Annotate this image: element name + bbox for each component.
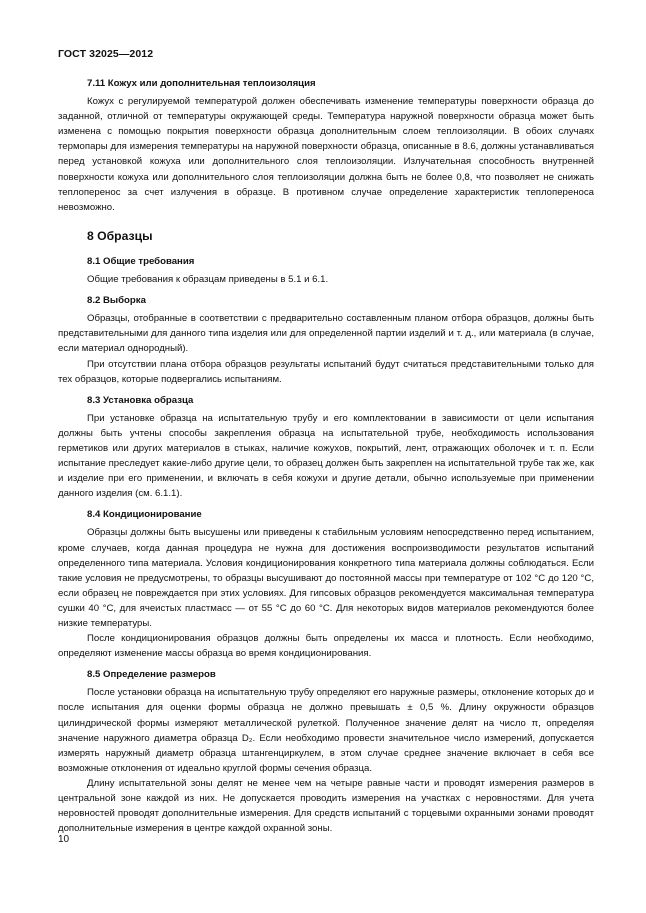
paragraph: При отсутствии плана отбора образцов результаты испытаний будут считаться представительными только для тех образцов, которые подвергались испытаниям.: [58, 358, 594, 385]
section-heading: 8 Образцы: [87, 228, 153, 243]
paragraph: Общие требования к образцам приведены в 5.1 и 6.1.: [87, 274, 329, 286]
paragraph: При установке образца на испытательную трубу и его комплектовании в зависимости от цели испытания должны быть учтены способы закрепления образца на испытательной трубе, необходимость использования герметиков или других материалов в стыках, наличие кожухов, покрытий, лент, отражающих оболочек и т. п. Если испытание преследует какие-либо другие цели, то образец должен быть закреплен на испытательной трубе так же, как и изделие при его применении, и включать в себя кожухи и другие детали, обычно используемые при применении данного изделия (см. 6.1.1).: [58, 412, 594, 500]
subsection-heading: 8.3 Установка образца: [87, 394, 194, 406]
paragraph: Образцы должны быть высушены или приведены к стабильным условиям непосредственно перед испытанием, кроме случаев, когда данная процедура не нужна для достижения воспроизводимости результатов испытаний определенного типа материала. Условия кондиционирования конкретного типа материала должны соблюдаться. Если такие условия не предусмотрены, то образцы высушивают до постоянной массы при температуре от 102 °С до 120 °С, если образец не повреждается при этих условиях. Для гипсовых образцов рекомендуется максимальная температура сушки 40 °С, для ячеистых пластмасс — от 55 °С до 60 °С. Для некоторых видов материалов рекомендуются более низкие температуры.: [58, 527, 594, 629]
paragraph: После установки образца на испытательную трубу определяют его наружные размеры, отклонение которых до и после испытания для оценки формы образца не должно превышать ± 0,5 %. Длину окружности образцов цилиндрической формы измеряют металлической рулеткой. Полученное значение делят на число π, определяя значение наружного диаметра образца D₂. Если необходимо провести значительное число измерений, допускается измерять наружный диаметр образца штангенциркулем, в этом случае среднее значение включает в себя все возможные отклонения от идеально круглой формы сечения образца.: [58, 687, 594, 774]
page-number: 10: [58, 834, 70, 845]
paragraph: Длину испытательной зоны делят не менее чем на четыре равные части и проводят измерения размеров в центральной зоне каждой из них. Не допускается проводить измерения на участках с неровностями. Для учета неровностей проводят дополнительные измерения. Для средств испытаний с торцевыми охранными зонами проводят дополнительные измерения в центре каждой охранной зоны.: [58, 777, 594, 835]
subsection-heading: 8.4 Кондиционирование: [87, 509, 202, 521]
paragraph: После кондиционирования образцов должны быть определены их масса и плотность. Если необходимо, определяют изменение массы образца во время кондиционирования.: [58, 633, 594, 660]
subsection-heading: 8.2 Выборка: [87, 295, 146, 307]
document-body: [58, 76, 594, 836]
subsection-heading: 8.1 Общие требования: [87, 255, 195, 267]
subsection-heading: 7.11 Кожух или дополнительная теплоизоляция: [87, 78, 316, 89]
subsection-heading: 8.5 Определение размеров: [87, 669, 216, 681]
running-header: ГОСТ 32025—2012: [58, 48, 154, 60]
paragraph: Образцы, отобранные в соответствии с предварительно составленным планом отбора образцов, должны быть представительными для данного типа изделия или для определенной партии изделий и т. д., или материала (в случае, если материал однородный).: [58, 313, 594, 355]
paragraph: Кожух с регулируемой температурой должен обеспечивать изменение температуры поверхности образца до заданной, отличной от температуры окружающей среды. Температура наружной поверхности образца может быть изменена с помощью покрытия поверхности образца дополнительным слоем теплоизоляции. В обоих случаях термопары для измерения температуры на наружной поверхности образца, описанные в 8.6, должны устанавливаться перед установкой кожуха или дополнительного слоя теплоизоляции. Излучательная способность внутренней поверхности кожуха или дополнительного слоя теплоизоляции должна быть не более 0,8, что позволяет не снижать теплоперенос за счет излучения в образце. В противном случае определение характеристик теплопереноса невозможно.: [58, 96, 594, 213]
